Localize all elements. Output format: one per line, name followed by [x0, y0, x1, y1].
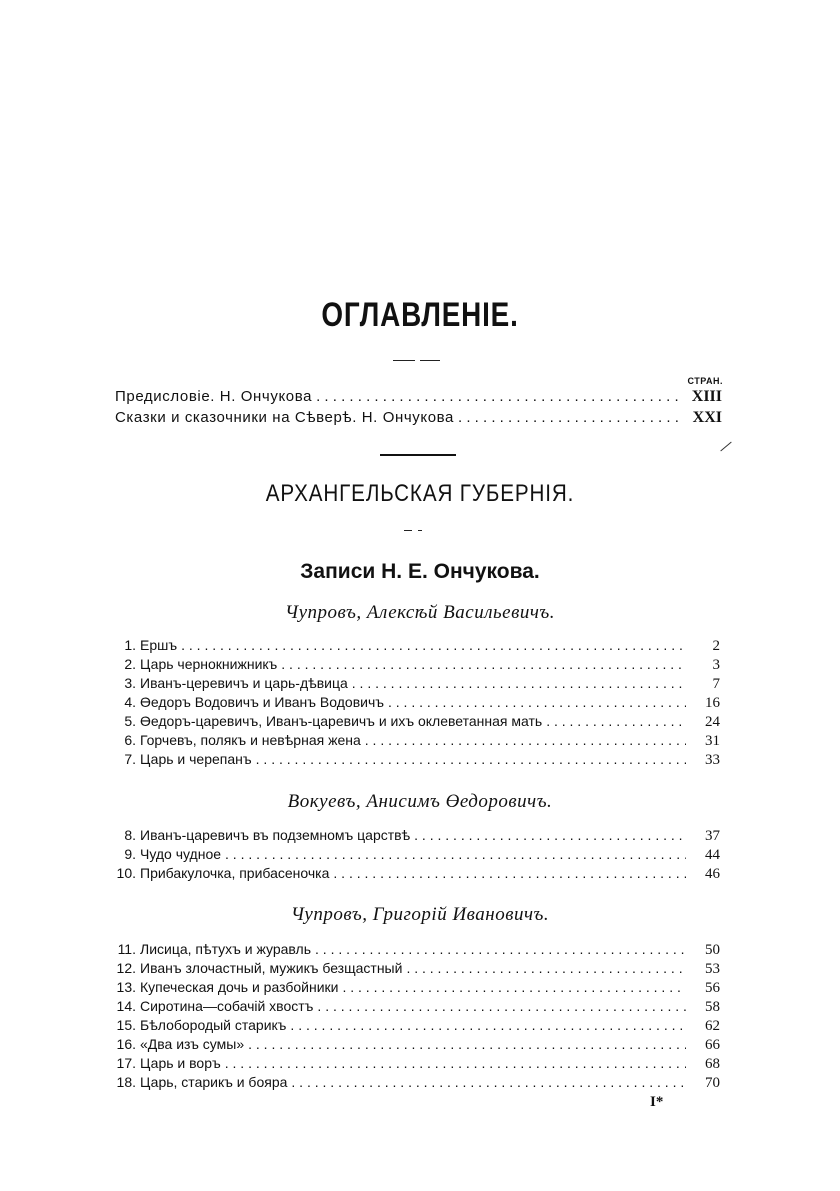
page-title: ОГЛАВЛЕНІЕ.: [321, 296, 519, 334]
leader-dots: [256, 751, 686, 767]
tale-entry[interactable]: [110, 941, 720, 959]
signature-mark: I*: [650, 1094, 664, 1110]
tale-title: Иванъ-царевичъ въ подземномъ царствѣ: [140, 827, 411, 843]
divider-dash: [393, 360, 415, 361]
tale-number: 18.: [116, 1074, 136, 1090]
tale-number: 5.: [124, 713, 136, 729]
tale-entry[interactable]: [110, 1036, 720, 1054]
entry-page: XIII: [691, 388, 722, 405]
tale-page: 62: [705, 1018, 720, 1034]
tale-number: 17.: [116, 1055, 136, 1071]
tale-title: Царь чернокнижникъ: [140, 656, 278, 672]
tale-entry[interactable]: [110, 846, 720, 864]
leader-dots: [414, 827, 686, 843]
tale-title: Купеческая дочь и разбойники: [140, 979, 339, 995]
tale-number: 16.: [116, 1036, 136, 1052]
tale-page: 16: [705, 695, 720, 711]
tale-page: 7: [712, 676, 720, 692]
leader-dots: [388, 694, 686, 710]
region-heading: АРХАНГЕЛЬСКАЯ ГУБЕРНІЯ.: [265, 480, 575, 507]
leader-dots: [365, 732, 686, 748]
tale-title: «Два изъ сумы»: [140, 1036, 245, 1052]
tale-page: 46: [705, 866, 720, 882]
tale-title: Царь, старикъ и бояра: [140, 1074, 288, 1090]
tale-page: 3: [712, 657, 720, 673]
leader-dots: [458, 409, 678, 426]
narrator-heading: Вокуевъ, Анисимъ Өедоровичъ.: [287, 791, 553, 812]
tale-entry[interactable]: [110, 751, 720, 769]
tale-entry[interactable]: [110, 1074, 720, 1092]
leader-dots: [225, 1055, 686, 1071]
tale-number: 1.: [124, 637, 136, 653]
tale-entry[interactable]: [110, 732, 720, 750]
leader-dots: [225, 846, 686, 862]
tale-number: 11.: [117, 941, 136, 957]
tale-page: 56: [705, 980, 720, 996]
leader-dots: [181, 637, 686, 653]
tale-entry[interactable]: [110, 675, 720, 693]
divider-dash: [404, 530, 412, 531]
entry-title: Предисловіе. Н. Ончукова: [115, 388, 313, 405]
tale-page: 68: [705, 1056, 720, 1072]
tale-number: 14.: [116, 998, 136, 1014]
leader-dots: [406, 960, 686, 976]
leader-dots: [352, 675, 686, 691]
tale-entry[interactable]: [110, 1017, 720, 1035]
tale-entry[interactable]: [110, 1055, 720, 1073]
leader-dots: [316, 388, 678, 405]
entry-page: XXI: [692, 409, 722, 426]
tale-entry[interactable]: [110, 713, 720, 731]
tale-page: 24: [705, 714, 720, 730]
tale-title: Сиротина—собачій хвостъ: [140, 998, 314, 1014]
narrator-heading: Чупровъ, Алексѣй Васильевичъ.: [284, 602, 556, 623]
tale-page: 70: [705, 1075, 720, 1091]
tale-number: 12.: [116, 960, 136, 976]
tale-page: 50: [705, 942, 720, 958]
tale-number: 8.: [124, 827, 136, 843]
tale-title: Лисица, пѣтухъ и журавль: [140, 941, 312, 957]
tale-title: Царь и воръ: [140, 1055, 221, 1071]
tale-number: 9.: [124, 846, 136, 862]
tale-entry[interactable]: [110, 827, 720, 845]
tale-title: Өедоръ Водовичъ и Иванъ Водовичъ: [140, 694, 384, 710]
leader-dots: [291, 1074, 686, 1090]
tale-title: Иванъ злочастный, мужикъ безщастный: [140, 960, 403, 976]
tale-title: Прибакулочка, прибасеночка: [140, 865, 330, 881]
leader-dots: [290, 1017, 686, 1033]
tale-title: Горчевъ, полякъ и невѣрная жена: [140, 732, 361, 748]
leader-dots: [333, 865, 686, 881]
tale-title: Ершъ: [140, 637, 178, 653]
tale-entry[interactable]: [110, 694, 720, 712]
tale-entry[interactable]: [110, 960, 720, 978]
divider-dash: [418, 530, 422, 531]
leader-dots: [248, 1036, 686, 1052]
toc-entry-essay[interactable]: [115, 409, 722, 427]
leader-dots: [342, 979, 686, 995]
stray-mark: [720, 442, 731, 452]
tale-number: 10.: [116, 865, 136, 881]
tale-page: 53: [705, 961, 720, 977]
leader-dots: [317, 998, 686, 1014]
tale-number: 2.: [124, 656, 136, 672]
tale-entry[interactable]: [110, 979, 720, 997]
tale-number: 3.: [124, 675, 136, 691]
tale-title: Бѣлобородый старикъ: [140, 1017, 287, 1033]
section-rule: [380, 454, 456, 456]
tale-number: 13.: [116, 979, 136, 995]
tale-entry[interactable]: [110, 998, 720, 1016]
tale-page: 58: [705, 999, 720, 1015]
tale-number: 4.: [124, 694, 136, 710]
leader-dots: [281, 656, 686, 672]
tale-number: 7.: [124, 751, 136, 767]
tale-page: 31: [705, 733, 720, 749]
tale-page: 37: [705, 828, 720, 844]
tale-title: Иванъ-церевичъ и царь-дѣвица: [140, 675, 348, 691]
page-column-label: СТРАН.: [687, 376, 723, 386]
tale-page: 33: [705, 752, 720, 768]
tale-title: Өедоръ-царевичъ, Иванъ-царевичъ и ихъ оклеветанная мать: [140, 713, 543, 729]
tale-title: Чудо чудное: [140, 846, 222, 862]
leader-dots: [315, 941, 686, 957]
tale-page: 66: [705, 1037, 720, 1053]
divider-dash: [420, 360, 440, 361]
tale-number: 15.: [116, 1017, 136, 1033]
tale-entry[interactable]: [110, 637, 720, 655]
narrator-heading: Чупровъ, Григорій Ивановичъ.: [290, 904, 550, 925]
leader-dots: [546, 713, 686, 729]
tale-entry[interactable]: [110, 865, 720, 883]
toc-entry-preface[interactable]: [115, 388, 722, 406]
section-heading: Записи Н. Е. Ончукова.: [300, 560, 540, 583]
tale-title: Царь и черепанъ: [140, 751, 252, 767]
tale-page: 2: [712, 638, 720, 654]
tale-number: 6.: [124, 732, 136, 748]
tale-entry[interactable]: [110, 656, 720, 674]
entry-title: Сказки и сказочники на Сѣверѣ. Н. Ончукова: [115, 409, 454, 426]
tale-page: 44: [705, 847, 720, 863]
